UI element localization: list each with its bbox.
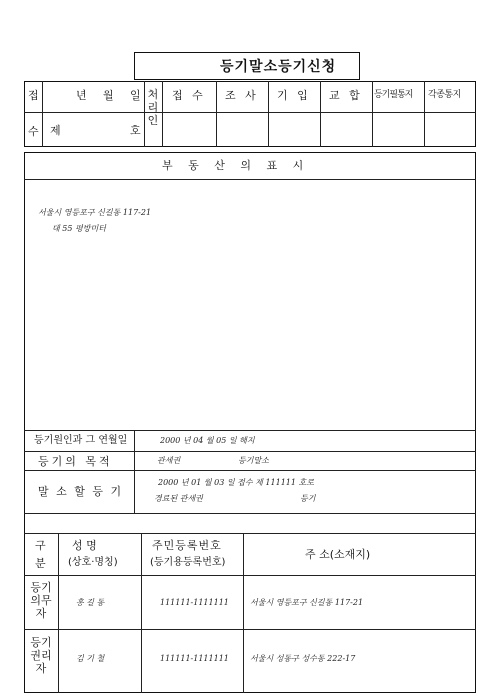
cancel-line3: 등기 (300, 494, 316, 503)
col-completion-notice: 등기필통지 (374, 90, 413, 100)
reception-label-top: 접 (28, 89, 39, 102)
cancel-label: 말 소 할 등 기 (38, 485, 124, 498)
cancel-line1: 2000 년 01 월 03 일 접수 제 111111 호로 (158, 478, 314, 487)
purpose-value-a: 관세권 (157, 456, 181, 465)
day-label: 일 (130, 89, 141, 102)
kind-header-bottom: 분 (35, 557, 46, 570)
col-receipt: 접 수 (172, 89, 206, 102)
col-entry: 기 입 (277, 89, 311, 102)
year-label: 년 (76, 89, 87, 102)
id-header: 주민등록번호 (152, 539, 222, 552)
processing-label: 처 리 인 (147, 88, 159, 127)
name-header: 성 명 (72, 539, 97, 552)
cause-label: 등기원인과 그 연월일 (34, 435, 128, 446)
holder-address: 서울시 성동구 성수동 222-17 (250, 654, 356, 663)
property-header: 부 동 산 의 표 시 (162, 159, 310, 172)
col-collation: 교 합 (329, 89, 363, 102)
col-inspect: 조 사 (225, 89, 259, 102)
main-form (24, 152, 476, 693)
obligor-id: 111111-1111111 (160, 598, 229, 607)
reception-label-bottom: 수 (28, 125, 39, 138)
name-header-sub: (상호·명칭) (68, 557, 118, 568)
address-header: 주 소(소재지) (305, 548, 371, 561)
col-various-notice: 각종통지 (428, 90, 461, 100)
obligor-label: 등기 의무 자 (30, 581, 52, 620)
obligor-name: 홍 길 동 (76, 598, 105, 607)
holder-label: 등기 권리 자 (30, 636, 52, 675)
kind-header-top: 구 (35, 539, 46, 552)
cancel-line2: 경료된 관세권 (154, 494, 203, 503)
holder-name: 김 기 철 (76, 654, 105, 663)
property-address: 서울시 영등포구 신길동 117-21 (38, 208, 152, 217)
reception-number-suffix: 호 (130, 124, 141, 137)
purpose-value-b: 등기말소 (238, 456, 269, 465)
property-area: 대 55 평방미터 (52, 224, 106, 233)
reception-number-label: 제 (50, 124, 61, 137)
purpose-label: 등기의 목적 (38, 455, 113, 468)
page-title: 등기말소등기신청 (220, 59, 337, 75)
holder-id: 111111-1111111 (160, 654, 229, 663)
id-header-sub: (등기용등록번호) (150, 557, 226, 568)
obligor-address: 서울시 영등포구 신길동 117-21 (250, 598, 364, 607)
cause-value: 2000 년 04 월 05 일 해지 (160, 436, 255, 445)
month-label: 월 (103, 89, 114, 102)
